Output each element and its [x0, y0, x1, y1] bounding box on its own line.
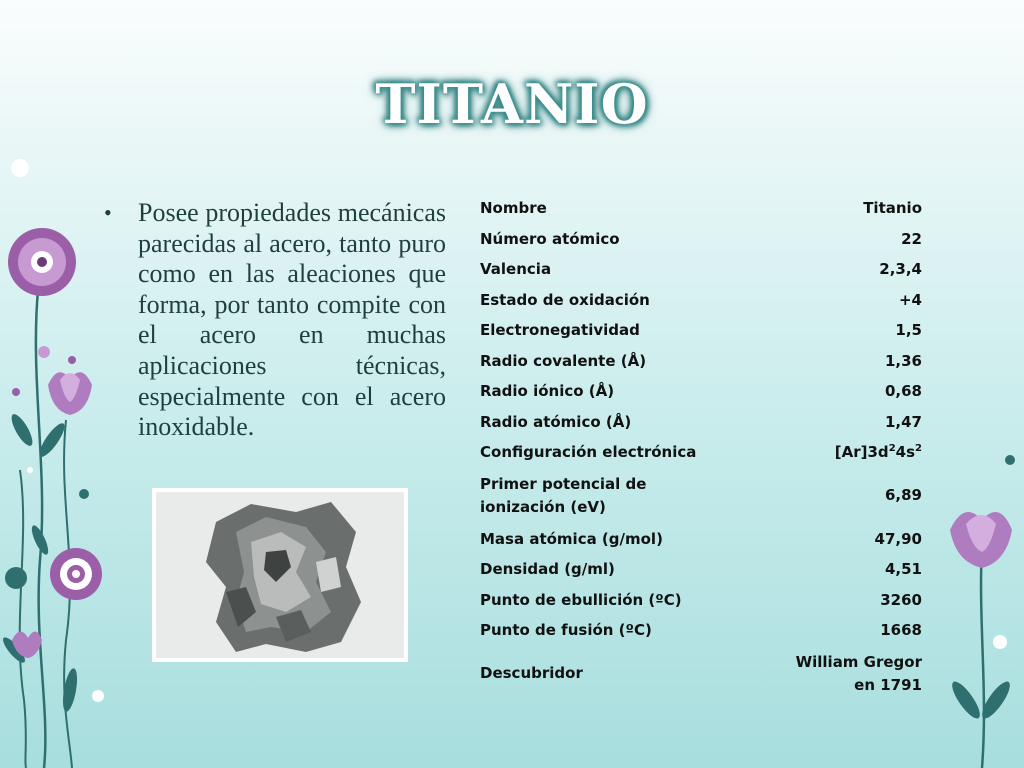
table-row	[470, 224, 932, 255]
property-label: Número atómico	[480, 229, 620, 248]
property-label: Densidad (g/ml)	[480, 560, 615, 579]
property-label: Masa atómica (g/mol)	[480, 529, 663, 548]
label-line-1: Primer potencial de	[480, 474, 647, 493]
config-mid: 4s	[895, 443, 916, 462]
property-value: +4	[898, 290, 922, 309]
property-label: Radio covalente (Å)	[480, 351, 647, 370]
property-value: Titanio	[863, 199, 922, 218]
config-sup-1: 2	[888, 443, 896, 455]
titanium-sample-image	[156, 492, 404, 658]
property-value: 1,36	[884, 351, 922, 370]
table-row	[470, 524, 932, 555]
property-value: 4,51	[884, 560, 922, 579]
property-value: 1,47	[884, 412, 922, 431]
property-label: Descubridor	[480, 664, 583, 682]
value-line-1: William Gregor	[795, 652, 922, 671]
table-row	[470, 437, 932, 468]
properties-table	[470, 193, 932, 702]
property-value: 22	[901, 229, 922, 248]
table-row	[470, 615, 932, 646]
property-label: Punto de ebullición (ºC)	[480, 590, 682, 609]
config-sup-2: 2	[915, 443, 922, 455]
property-label: Valencia	[480, 260, 552, 279]
property-value: 2,3,4	[879, 260, 922, 279]
property-label: Radio atómico (Å)	[480, 412, 632, 431]
property-label: Electronegatividad	[480, 321, 640, 340]
property-value: 1,5	[895, 321, 922, 340]
property-value	[755, 646, 932, 702]
bullet-paragraph	[104, 198, 446, 443]
property-label: Nombre	[480, 199, 547, 218]
property-label: Configuración electrónica	[480, 443, 697, 462]
table-row	[470, 468, 932, 524]
table-row	[470, 285, 932, 316]
property-value: 6,89	[884, 486, 922, 504]
table-row	[470, 315, 932, 346]
property-value: 0,68	[884, 382, 922, 401]
bullet-text: Posee propiedades mecánicas parecidas al acero, tanto puro como en las aleaciones que forma, por tanto compite con el acero en muchas aplicaciones técnicas, especialmente con el acero inoxidable.	[138, 198, 446, 442]
property-label: Estado de oxidación	[480, 290, 650, 309]
titanium-photo	[152, 488, 408, 662]
value-line-2: en 1791	[854, 675, 922, 694]
bullet-dot-icon: •	[104, 200, 112, 225]
flower-icon	[950, 512, 1012, 568]
table-row	[470, 554, 932, 585]
flower-icon	[8, 228, 76, 296]
property-value: 47,90	[874, 529, 922, 548]
property-label	[470, 468, 755, 524]
flower-icon	[48, 372, 92, 415]
property-value: 1668	[880, 621, 922, 640]
table-row	[470, 585, 932, 616]
property-label: Punto de fusión (ºC)	[480, 621, 652, 640]
table-row	[470, 646, 932, 702]
label-line-2: ionización (eV)	[480, 497, 606, 516]
flower-icon	[50, 548, 102, 600]
table-row	[470, 254, 932, 285]
table-row	[470, 407, 932, 438]
property-label: Radio iónico (Å)	[480, 382, 615, 401]
table-row	[470, 346, 932, 377]
table-row	[470, 193, 932, 224]
config-main: [Ar]3d	[834, 443, 889, 462]
property-value: 3260	[880, 590, 922, 609]
table-row	[470, 376, 932, 407]
property-value	[755, 437, 932, 468]
slide-title: TITANIO	[375, 72, 649, 136]
